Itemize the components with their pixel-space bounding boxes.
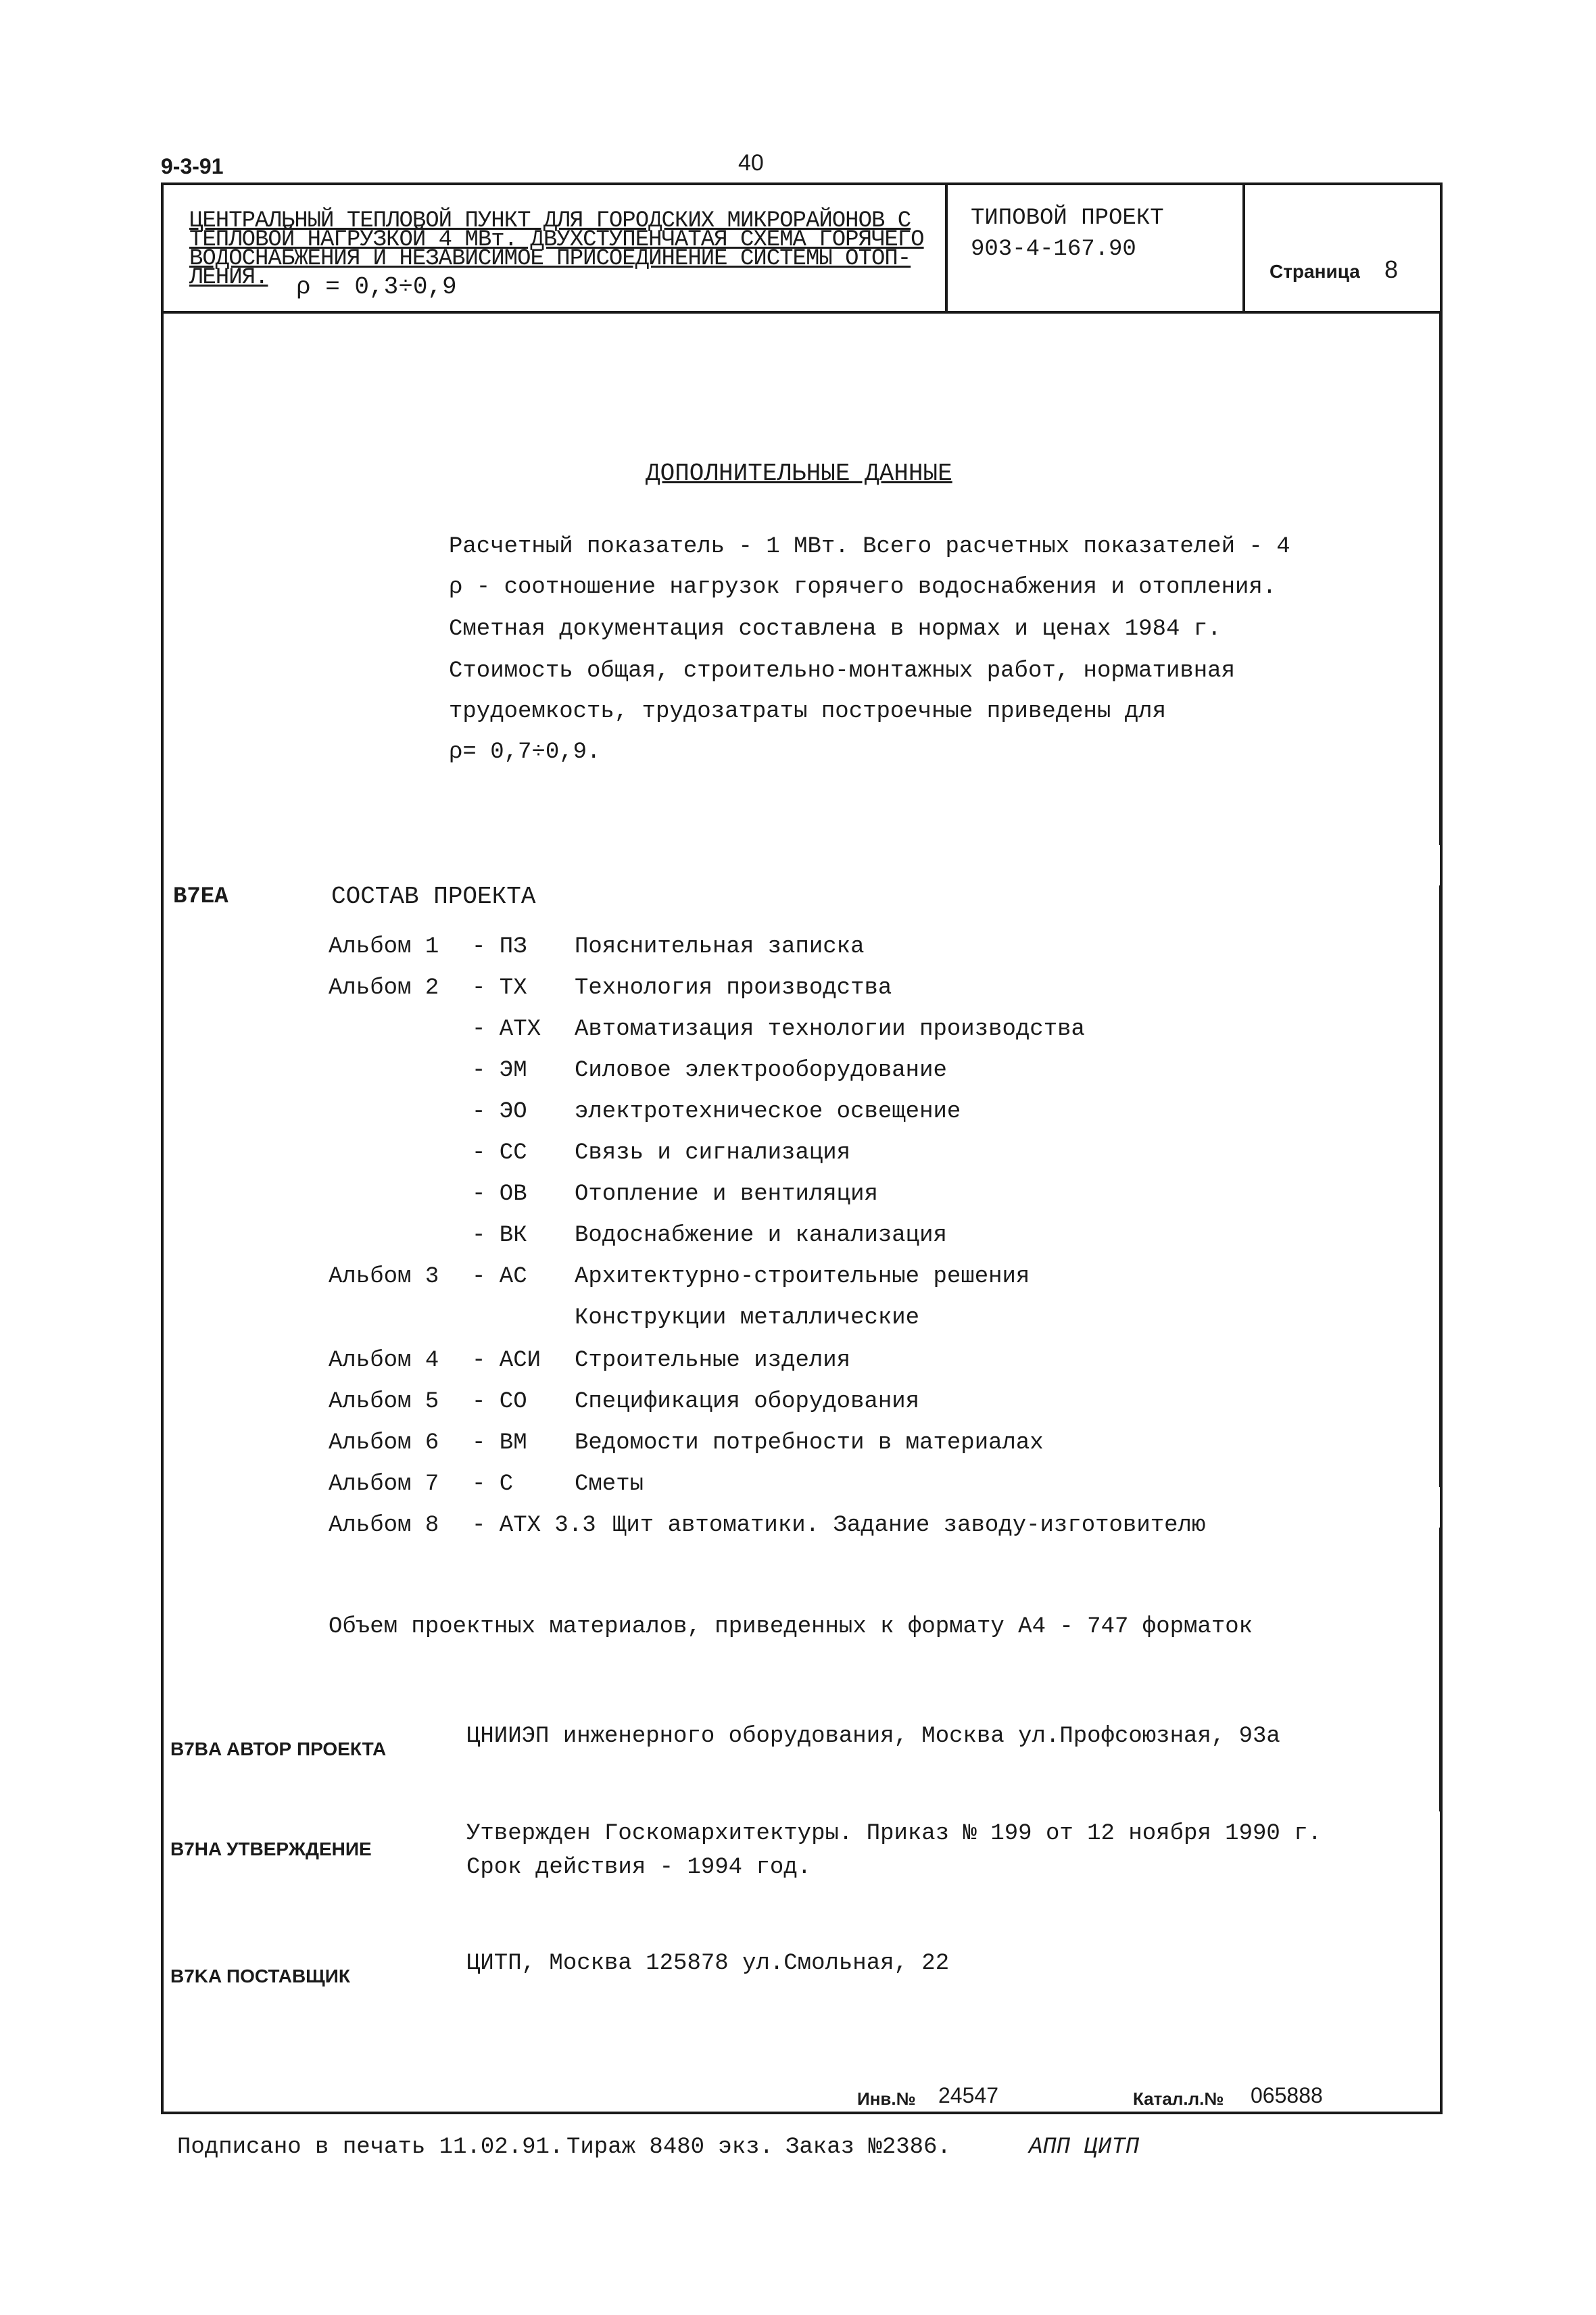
inventory-label: Инв.№ (857, 2089, 916, 2109)
album-label: Альбом 4 (329, 1348, 439, 1373)
additional-line: ρ= 0,7÷0,9. (449, 739, 601, 765)
album-code: - ЭО (472, 1099, 527, 1125)
album-label: Альбом 2 (329, 975, 439, 1001)
project-type: ТИПОВОЙ ПРОЕКТ (971, 205, 1164, 231)
album-label: Альбом 5 (329, 1389, 439, 1415)
header-ratio: ρ = 0,3÷0,9 (296, 273, 457, 301)
album-code: - ЭМ (472, 1058, 527, 1083)
additional-line: ρ - соотношение нагрузок горячего водоснабжения и отопления. (449, 575, 1277, 600)
header-block (164, 185, 1440, 314)
print-run: Тираж 8480 экз. (566, 2135, 774, 2160)
header-title-line-3: ВОДОСНАБЖЕНИЯ И НЕЗАВИСИМОЕ ПРИСОЕДИНЕНИЕ СИСТЕМЫ ОТОП- (189, 246, 911, 272)
header-title-line-2: ТЕПЛОВОЙ НАГРУЗКОЙ 4 МВт. ДВУХСТУПЕНЧАТАЯ СХЕМА ГОРЯЧЕГО (189, 227, 924, 253)
approval-line-1: Утвержден Госкомархитектуры. Приказ № 199 от 12 ноября 1990 г. (466, 1821, 1322, 1847)
album-code: - ВМ (472, 1430, 527, 1456)
album-desc: Спецификация оборудования (575, 1389, 920, 1415)
additional-line: Расчетный показатель - 1 МВт. Всего расчетных показателей - 4 (449, 534, 1290, 560)
author-text: ЦНИИЭП инженерного оборудования, Москва ул.Профсоюзная, 93а (466, 1724, 1280, 1749)
album-code: - АСИ (472, 1348, 541, 1373)
album-code: - ПЗ (472, 934, 527, 960)
composition-code: B7EA (173, 884, 228, 910)
album-desc: Конструкции металлические (575, 1305, 920, 1331)
album-label: Альбом 3 (329, 1264, 439, 1290)
album-code: - АС (472, 1264, 527, 1290)
order-number: Заказ №2386. (785, 2135, 951, 2160)
margin-bar (1439, 885, 1443, 1487)
album-label: Альбом 8 (329, 1513, 439, 1538)
margin-bar (1439, 311, 1443, 845)
album-desc: Связь и сигнализация (575, 1140, 851, 1166)
page-label: Страница (1269, 261, 1360, 282)
catalog-value: 065888 (1251, 2083, 1323, 2107)
approval-line-2: Срок действия - 1994 год. (466, 1855, 812, 1880)
publisher: АПП ЦИТП (1029, 2135, 1140, 2160)
additional-line: трудоемкость, трудозатраты построечные приведены для (449, 699, 1166, 725)
page-number: 40 (738, 150, 764, 176)
inventory-value: 24547 (938, 2083, 998, 2107)
header-title-line-1: ЦЕНТРАЛЬНЫЙ ТЕПЛОВОЙ ПУНКТ ДЛЯ ГОРОДСКИХ МИКРОРАЙОНОВ С (189, 208, 911, 234)
album-desc: Пояснительная записка (575, 934, 865, 960)
supplier-text: ЦИТП, Москва 125878 ул.Смольная, 22 (466, 1951, 950, 1976)
additional-heading: ДОПОЛНИТЕЛЬНЫЕ ДАННЫЕ (646, 460, 952, 487)
album-label: Альбом 7 (329, 1471, 439, 1497)
composition-heading: СОСТАВ ПРОЕКТА (331, 883, 536, 910)
header-title-line-4: ЛЕНИЯ. (189, 265, 268, 291)
album-desc: Ведомости потребности в материалах (575, 1430, 1044, 1456)
document-code: 9-3-91 (161, 154, 224, 178)
album-code: - ОВ (472, 1181, 527, 1207)
album-desc: электротехническое освещение (575, 1099, 961, 1125)
album-code: - СО (472, 1389, 527, 1415)
header-title-cell (164, 185, 948, 311)
author-label: B7BA АВТОР ПРОЕКТА (170, 1738, 387, 1759)
approval-label: B7HA УТВЕРЖДЕНИЕ (170, 1838, 372, 1859)
page-value: 8 (1384, 255, 1399, 283)
album-desc: Строительные изделия (575, 1348, 851, 1373)
album-code: - ВК (472, 1223, 527, 1248)
album-desc: Архитектурно-строительные решения (575, 1264, 1030, 1290)
album-label: Альбом 1 (329, 934, 439, 960)
header-page-cell (1245, 185, 1445, 311)
additional-line: Стоимость общая, строительно-монтажных работ, нормативная (449, 658, 1235, 684)
album-desc: Сметы (575, 1471, 644, 1497)
album-desc: Водоснабжение и канализация (575, 1223, 947, 1248)
album-code: - АТХ (472, 1017, 541, 1042)
album-code: - СС (472, 1140, 527, 1166)
header-project-cell (948, 185, 1245, 311)
margin-bar (1439, 1528, 1443, 1811)
album-code: - ТХ (472, 975, 527, 1001)
album-desc: Отопление и вентиляция (575, 1181, 878, 1207)
catalog-label: Катал.л.№ (1133, 2089, 1224, 2109)
album-desc: Щит автоматики. Задание заводу-изготовителю (612, 1513, 1206, 1538)
album-desc: Автоматизация технологии производства (575, 1017, 1085, 1042)
signed-line: Подписано в печать 11.02.91. (177, 2135, 564, 2160)
supplier-label: B7KA ПОСТАВЩИК (170, 1966, 350, 1987)
volume-line: Объем проектных материалов, приведенных к формату А4 - 747 форматок (329, 1614, 1253, 1640)
project-number: 903-4-167.90 (971, 237, 1136, 262)
additional-line: Сметная документация составлена в нормах и ценах 1984 г. (449, 616, 1222, 642)
album-desc: Силовое электрооборудование (575, 1058, 947, 1083)
album-code: - АТХ 3.3 (472, 1513, 596, 1538)
album-desc: Технология производства (575, 975, 892, 1001)
album-code: - С (472, 1471, 514, 1497)
album-label: Альбом 6 (329, 1430, 439, 1456)
